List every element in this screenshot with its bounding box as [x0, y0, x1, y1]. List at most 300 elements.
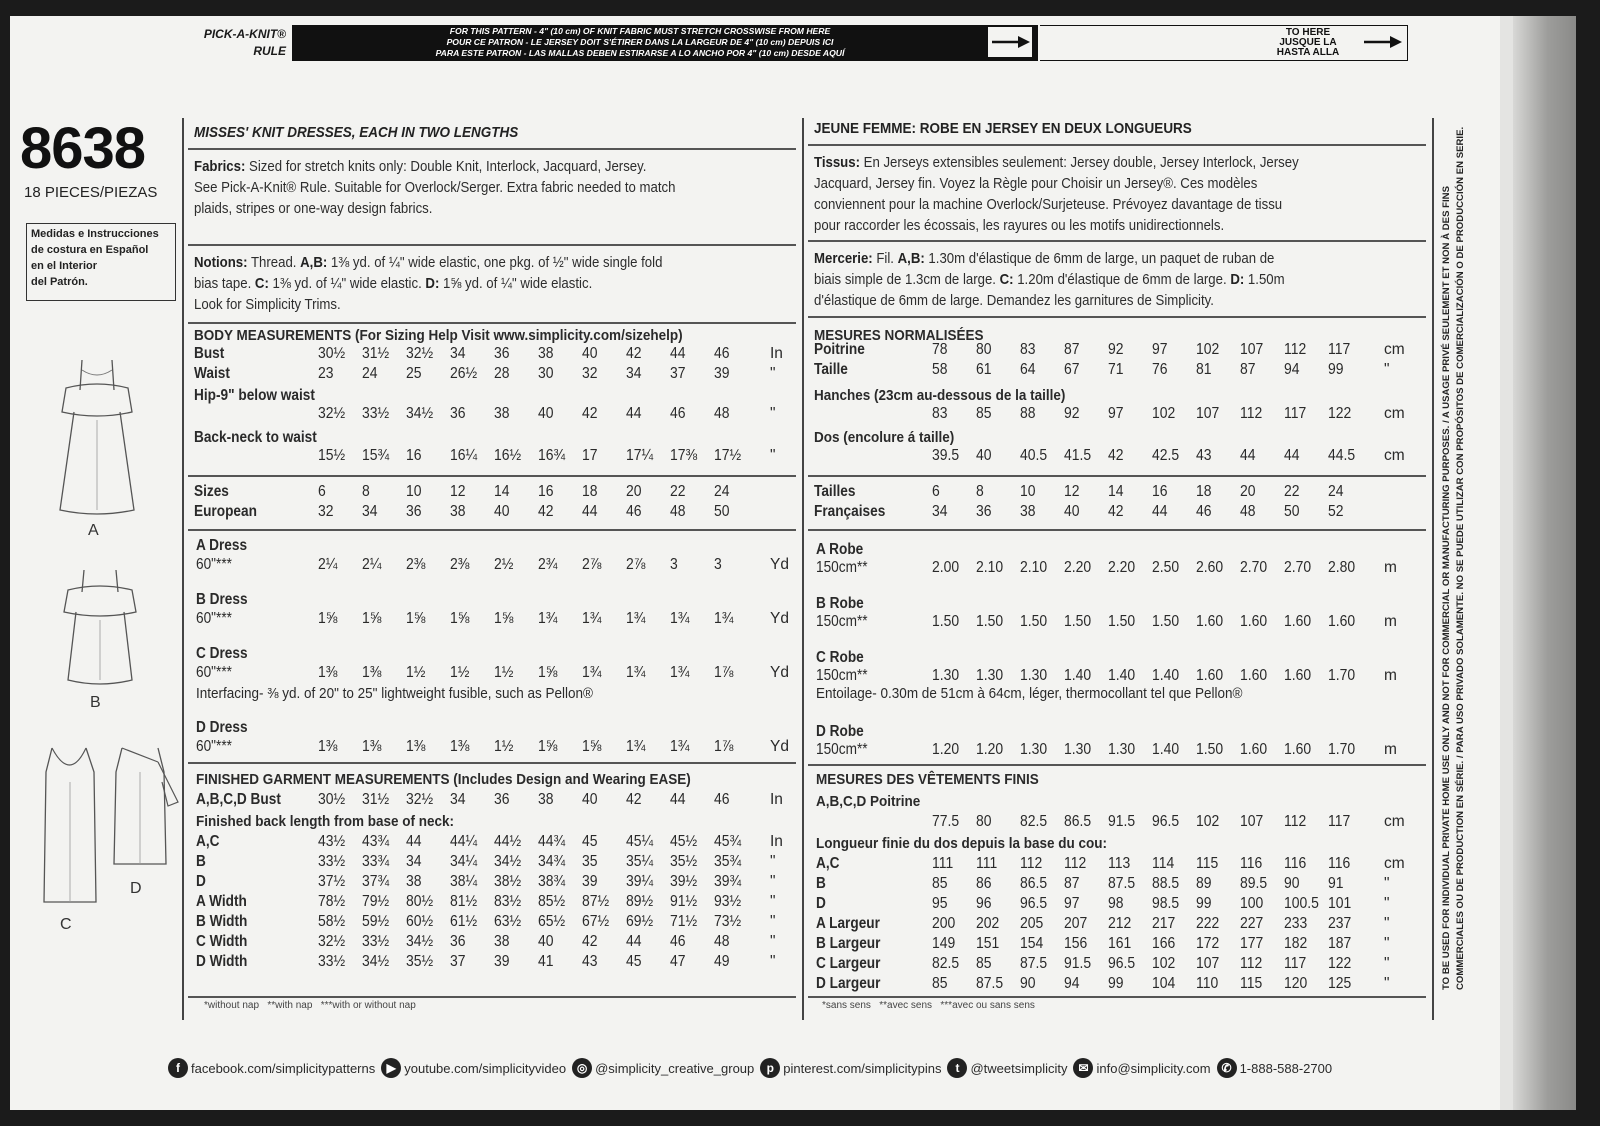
row-value: 1.30 — [1020, 741, 1048, 758]
row-value: 1.60 — [1284, 667, 1312, 684]
row-value: 92 — [1108, 341, 1124, 358]
row-value: 97 — [1108, 405, 1124, 422]
row-value: 45 — [582, 833, 598, 850]
row-value: 88 — [1020, 405, 1036, 422]
view-a-sketch — [52, 350, 142, 520]
row-unit: " — [1384, 975, 1390, 992]
row-value: 125 — [1328, 975, 1352, 992]
row-value: 44¾ — [538, 833, 566, 850]
row-unit: cm — [1384, 855, 1405, 872]
row-unit: m — [1384, 559, 1397, 576]
row-value: 32½ — [318, 933, 346, 950]
column-divider — [1432, 118, 1434, 1020]
row-value: 39¾ — [714, 873, 742, 890]
row-value: 45¼ — [626, 833, 654, 850]
row-label: 60"*** — [196, 738, 232, 755]
row-value: 78½ — [318, 893, 346, 910]
row-value: 1.40 — [1108, 667, 1136, 684]
divider — [188, 322, 796, 324]
row-label: A Width — [196, 893, 247, 910]
row-value: 107 — [1196, 955, 1220, 972]
row-value: 87.5 — [1108, 875, 1136, 892]
row-value: 28 — [494, 365, 510, 382]
row-value: 1¾ — [582, 664, 602, 681]
row-value: 45 — [626, 953, 642, 970]
row-value: 31½ — [362, 345, 390, 362]
row-value: 36 — [494, 345, 510, 362]
row-value: 71 — [1108, 361, 1124, 378]
row-value: 87 — [1240, 361, 1256, 378]
row-label: B — [816, 875, 826, 892]
row-value: 40 — [494, 503, 510, 520]
row-value: 1¾ — [670, 610, 690, 627]
row-value: 6 — [318, 483, 326, 500]
row-value: 99 — [1108, 975, 1124, 992]
row-value: 76 — [1152, 361, 1168, 378]
row-unit: m — [1384, 741, 1397, 758]
row-value: 20 — [626, 483, 642, 500]
row-unit: Yd — [770, 556, 789, 573]
row-value: 30 — [538, 365, 554, 382]
row-value: 23 — [318, 365, 334, 382]
row-value: 116 — [1240, 855, 1263, 872]
social-link-text: @simplicity_creative_group — [595, 1060, 755, 1076]
row-unit: cm — [1384, 341, 1405, 358]
row-value: 36 — [976, 503, 992, 520]
row-value: 99 — [1328, 361, 1344, 378]
row-value: 1⅞ — [714, 738, 734, 755]
row-value: 15¾ — [362, 447, 390, 464]
mesures-finis-heading: MESURES DES VÊTEMENTS FINIS — [816, 771, 1039, 788]
body-measurements-heading: BODY MEASUREMENTS (For Sizing Help Visit www.simplicity.com/sizehelp) — [194, 327, 683, 344]
row-value: 35¼ — [626, 853, 654, 870]
row-label: Hip-9" below waist — [194, 387, 315, 404]
row-unit: " — [770, 447, 776, 464]
row-value: 34 — [932, 503, 948, 520]
row-unit: In — [770, 345, 783, 362]
twitter-icon: t — [947, 1058, 967, 1078]
row-unit: Yd — [770, 664, 789, 681]
row-label: Bust — [194, 345, 225, 362]
row-value: 115 — [1240, 975, 1263, 992]
row-value: 96 — [976, 895, 992, 912]
row-value: 233 — [1284, 915, 1308, 932]
row-value: 89.5 — [1240, 875, 1268, 892]
row-value: 112 — [1284, 813, 1307, 830]
row-value: 18 — [582, 483, 598, 500]
row-unit: Yd — [770, 610, 789, 627]
row-value: 1.60 — [1240, 741, 1268, 758]
row-value: 34¾ — [538, 853, 566, 870]
social-link[interactable] — [168, 1058, 375, 1078]
social-link[interactable] — [947, 1058, 1067, 1078]
row-value: 67½ — [582, 913, 610, 930]
row-value: 35 — [582, 853, 598, 870]
row-value: 24 — [362, 365, 378, 382]
row-value: 1½ — [406, 664, 426, 681]
row-value: 1.60 — [1240, 613, 1268, 630]
row-value: 227 — [1240, 915, 1264, 932]
row-value: 6 — [932, 483, 940, 500]
row-value: 25 — [406, 365, 422, 382]
row-value: 1.50 — [1108, 613, 1136, 630]
divider — [808, 996, 1426, 998]
row-value: 2⅜ — [450, 556, 470, 573]
row-value: 52 — [1328, 503, 1344, 520]
row-value: 38 — [494, 933, 510, 950]
row-value: 34½ — [494, 853, 522, 870]
row-value: 217 — [1152, 915, 1176, 932]
social-link-text: youtube.com/simplicityvideo — [404, 1060, 567, 1076]
row-value: 38 — [406, 873, 422, 890]
social-link[interactable] — [1217, 1058, 1333, 1078]
pinterest-icon: p — [760, 1058, 780, 1078]
row-value: 36 — [494, 791, 510, 808]
stretch-rule-text: FOR THIS PATTERN - 4" (10 cm) OF KNIT FABRIC MUST STRETCH CROSSWISE FROM HERE POUR CE PATRON - LE JERSEY DOIT S'ÉTIRER DANS LA LARGEUR DE 4" (10 cm) DEPUIS ICI PARA ESTE PATRON - LAS MALLAS DEBEN ESTIRARSE A LO ANCHO POR 4" (10 cm) DESDE AQUÍ — [435, 26, 845, 58]
row-value: 1.20 — [976, 741, 1004, 758]
tissus-paragraph: Tissus: En Jerseys extensibles seulement: Jersey double, Jersey Interlock, Jersey Jacquard, Jersey fin. Voyez la Règle pour Choisir un Jersey®. Ces modèles conviennent pour la machine Overlock/Surjeteuse. Prévoyez davantage de tissu pour raccorder les écossais, les rayures ou les motifs unidirectionnels. — [814, 154, 1299, 234]
row-value: 31½ — [362, 791, 390, 808]
row-value: 14 — [494, 483, 510, 500]
instagram-icon: ◎ — [572, 1058, 592, 1078]
row-value: 12 — [450, 483, 466, 500]
social-link[interactable] — [1073, 1058, 1210, 1078]
social-link[interactable] — [760, 1058, 941, 1078]
row-value: 83 — [932, 405, 948, 422]
row-value: 120 — [1284, 975, 1308, 992]
row-value: 1⅞ — [714, 664, 734, 681]
row-value: 32½ — [406, 345, 434, 362]
row-label: 150cm** — [816, 613, 868, 630]
row-value: 40 — [976, 447, 992, 464]
row-value: 16 — [1152, 483, 1168, 500]
row-label: B Largeur — [816, 935, 881, 952]
row-value: 94 — [1284, 361, 1300, 378]
row-value: 2⅞ — [582, 556, 602, 573]
row-label: B Width — [196, 913, 248, 930]
view-d-sketch — [102, 742, 182, 872]
row-label: A Dress — [196, 537, 248, 554]
row-label: A,B,C,D Bust — [196, 791, 281, 808]
row-value: 44 — [670, 345, 686, 362]
row-value: 1⅜ — [406, 738, 426, 755]
row-value: 38 — [494, 405, 510, 422]
row-value: 154 — [1020, 935, 1044, 952]
row-value: 1.50 — [1152, 613, 1180, 630]
row-value: 63½ — [494, 913, 522, 930]
row-value: 114 — [1152, 855, 1175, 872]
row-value: 111 — [932, 855, 954, 872]
row-value: 1.30 — [1020, 667, 1048, 684]
row-value: 8 — [362, 483, 370, 500]
social-links-bar — [168, 1058, 1338, 1082]
row-value: 8 — [976, 483, 984, 500]
row-value: 26½ — [450, 365, 478, 382]
row-value: 42 — [626, 345, 642, 362]
row-value: 156 — [1064, 935, 1088, 952]
row-value: 1.60 — [1196, 667, 1224, 684]
row-value: 44 — [670, 791, 686, 808]
row-value: 45¾ — [714, 833, 742, 850]
divider — [188, 762, 796, 764]
row-value: 46 — [626, 503, 642, 520]
row-value: 39 — [582, 873, 598, 890]
stretch-rule-end-text: TO HERE JUSQUE LA HASTA ALLA — [1276, 27, 1340, 58]
row-value: 149 — [932, 935, 956, 952]
row-value: 1⅝ — [538, 738, 558, 755]
row-unit: " — [770, 933, 776, 950]
row-unit: " — [1384, 915, 1390, 932]
row-value: 65½ — [538, 913, 566, 930]
row-value: 2.60 — [1196, 559, 1224, 576]
row-value: 101 — [1328, 895, 1352, 912]
row-value: 112 — [1020, 855, 1043, 872]
divider — [188, 529, 796, 531]
row-value: 1.50 — [1196, 741, 1224, 758]
row-value: 32½ — [318, 405, 346, 422]
row-value: 44 — [1152, 503, 1168, 520]
row-value: 40 — [538, 405, 554, 422]
row-unit: " — [1384, 875, 1390, 892]
row-value: 44 — [406, 833, 422, 850]
row-value: 39½ — [670, 873, 698, 890]
row-label: D Width — [196, 953, 248, 970]
row-value: 98.5 — [1152, 895, 1180, 912]
row-value: 32½ — [406, 791, 434, 808]
row-value: 1.40 — [1152, 741, 1180, 758]
pattern-number: 8638 — [20, 116, 146, 181]
row-value: 1½ — [494, 664, 514, 681]
row-unit: In — [770, 791, 783, 808]
row-value: 2⅜ — [406, 556, 426, 573]
row-value: 38 — [1020, 503, 1036, 520]
row-value: 102 — [1196, 341, 1220, 358]
row-value: 102 — [1152, 405, 1176, 422]
row-value: 1.40 — [1064, 667, 1092, 684]
row-value: 116 — [1284, 855, 1307, 872]
row-value: 32 — [318, 503, 334, 520]
divider — [188, 475, 796, 477]
row-value: 222 — [1196, 915, 1220, 932]
row-value: 89 — [1196, 875, 1212, 892]
row-value: 42 — [1108, 447, 1124, 464]
row-value: 1⅝ — [582, 738, 602, 755]
row-value: 2.70 — [1284, 559, 1312, 576]
row-value: 48 — [714, 933, 730, 950]
row-value: 1.40 — [1152, 667, 1180, 684]
row-value: 3 — [714, 556, 722, 573]
row-value: 42.5 — [1152, 447, 1180, 464]
row-value: 1.20 — [932, 741, 960, 758]
row-label: A Robe — [816, 541, 864, 558]
row-value: 91.5 — [1064, 955, 1092, 972]
divider — [188, 148, 796, 150]
row-value: 102 — [1152, 955, 1176, 972]
row-value: 58 — [932, 361, 948, 378]
row-value: 34¼ — [450, 853, 478, 870]
row-value: 107 — [1196, 405, 1220, 422]
row-value: 96.5 — [1020, 895, 1048, 912]
row-value: 87.5 — [976, 975, 1004, 992]
row-value: 2½ — [494, 556, 514, 573]
row-value: 50 — [1284, 503, 1300, 520]
row-value: 1⅝ — [406, 610, 426, 627]
view-c-label: C — [60, 916, 72, 933]
row-label: D Robe — [816, 723, 864, 740]
row-value: 20 — [1240, 483, 1256, 500]
row-label: C Dress — [196, 645, 248, 662]
row-value: 34 — [450, 791, 466, 808]
row-value: 35½ — [406, 953, 434, 970]
row-value: 1½ — [450, 664, 470, 681]
row-value: 17¼ — [626, 447, 654, 464]
youtube-icon: ▶ — [381, 1058, 401, 1078]
row-value: 107 — [1240, 813, 1264, 830]
row-value: 1.30 — [1064, 741, 1092, 758]
row-value: 85½ — [538, 893, 566, 910]
divider — [808, 764, 1426, 766]
interfacing-note: Interfacing- ⅜ yd. of 20" to 25" lightweight fusible, such as Pellon® — [196, 685, 594, 702]
row-value: 36 — [450, 933, 466, 950]
row-label: 60"*** — [196, 664, 232, 681]
row-value: 1⅜ — [362, 738, 382, 755]
column-divider — [182, 118, 184, 1020]
row-value: 1.70 — [1328, 741, 1356, 758]
row-value: 16¼ — [450, 447, 478, 464]
row-value: 58½ — [318, 913, 346, 930]
social-link-text: pinterest.com/simplicitypins — [783, 1060, 942, 1076]
row-value: 85 — [976, 955, 992, 972]
row-value: 36 — [406, 503, 422, 520]
row-value: 44 — [582, 503, 598, 520]
row-value: 86.5 — [1064, 813, 1092, 830]
row-value: 91.5 — [1108, 813, 1136, 830]
row-value: 17⅜ — [670, 447, 698, 464]
row-value: 2.10 — [1020, 559, 1048, 576]
row-unit: cm — [1384, 447, 1405, 464]
row-value: 38¼ — [450, 873, 478, 890]
email-icon: ✉ — [1073, 1058, 1093, 1078]
row-label: C Width — [196, 933, 248, 950]
row-value: 116 — [1328, 855, 1351, 872]
row-value: 1.50 — [1020, 613, 1048, 630]
row-value: 16 — [538, 483, 554, 500]
row-value: 60½ — [406, 913, 434, 930]
row-value: 3 — [670, 556, 678, 573]
divider — [188, 244, 796, 246]
row-value: 2¼ — [318, 556, 338, 573]
view-b-label: B — [90, 694, 101, 711]
row-value: 73½ — [714, 913, 742, 930]
row-value: 88.5 — [1152, 875, 1180, 892]
row-value: 42 — [582, 933, 598, 950]
social-link[interactable] — [572, 1058, 754, 1078]
row-label: Tailles — [814, 483, 856, 500]
row-label: A Largeur — [816, 915, 880, 932]
row-value: 94 — [1064, 975, 1080, 992]
row-value: 1¾ — [714, 610, 734, 627]
row-value: 48 — [1240, 503, 1256, 520]
view-c-sketch — [36, 742, 106, 910]
row-label: B Dress — [196, 591, 248, 608]
row-value: 2.70 — [1240, 559, 1268, 576]
row-value: 50 — [714, 503, 730, 520]
row-value: 81½ — [450, 893, 478, 910]
row-value: 1.50 — [1064, 613, 1092, 630]
table-row — [0, 428, 317, 448]
view-a-label: A — [88, 522, 99, 539]
row-value: 100.5 — [1284, 895, 1319, 912]
row-value: 2¾ — [538, 556, 558, 573]
row-value: 80 — [976, 341, 992, 358]
row-value: 37¾ — [362, 873, 390, 890]
row-unit: " — [1384, 895, 1390, 912]
row-label: Sizes — [194, 483, 229, 500]
row-value: 34 — [626, 365, 642, 382]
row-value: 1⅜ — [318, 664, 338, 681]
row-unit: " — [770, 913, 776, 930]
row-value: 1¾ — [538, 610, 558, 627]
row-value: 40 — [538, 933, 554, 950]
row-value: 92 — [1064, 405, 1080, 422]
row-value: 38 — [538, 345, 554, 362]
row-label: B Robe — [816, 595, 864, 612]
row-value: 97 — [1152, 341, 1168, 358]
row-value: 202 — [976, 915, 1000, 932]
row-value: 61 — [976, 361, 992, 378]
row-label: 60"*** — [196, 610, 232, 627]
row-value: 1.50 — [976, 613, 1004, 630]
row-label: 150cm** — [816, 667, 868, 684]
row-label: 150cm** — [816, 559, 868, 576]
social-link[interactable] — [381, 1058, 566, 1078]
row-value: 87½ — [582, 893, 610, 910]
divider — [188, 996, 796, 998]
row-value: 41 — [538, 953, 554, 970]
row-value: 22 — [670, 483, 686, 500]
row-value: 16 — [406, 447, 422, 464]
row-value: 112 — [1240, 955, 1263, 972]
row-value: 2.80 — [1328, 559, 1356, 576]
row-value: 2¼ — [362, 556, 382, 573]
row-value: 102 — [1196, 813, 1220, 830]
row-value: 69½ — [626, 913, 654, 930]
row-unit: " — [770, 893, 776, 910]
row-value: 35½ — [670, 853, 698, 870]
row-value: 39.5 — [932, 447, 960, 464]
row-value: 93½ — [714, 893, 742, 910]
row-unit: Yd — [770, 738, 789, 755]
row-value: 1.60 — [1284, 613, 1312, 630]
english-footnote: *without nap **with nap ***with or without nap — [204, 1000, 416, 1011]
row-value: 38¾ — [538, 873, 566, 890]
row-value: 44 — [626, 405, 642, 422]
row-unit: " — [770, 953, 776, 970]
row-unit: " — [1384, 955, 1390, 972]
row-value: 81 — [1196, 361, 1212, 378]
row-value: 117 — [1284, 955, 1307, 972]
row-value: 17½ — [714, 447, 742, 464]
row-value: 237 — [1328, 915, 1352, 932]
row-value: 1.60 — [1328, 613, 1356, 630]
view-b-sketch — [56, 562, 146, 690]
row-value: 2⅞ — [626, 556, 646, 573]
row-value: 40 — [582, 791, 598, 808]
row-value: 96.5 — [1108, 955, 1136, 972]
row-value: 83½ — [494, 893, 522, 910]
row-label: C Largeur — [816, 955, 881, 972]
table-row — [0, 974, 1390, 994]
